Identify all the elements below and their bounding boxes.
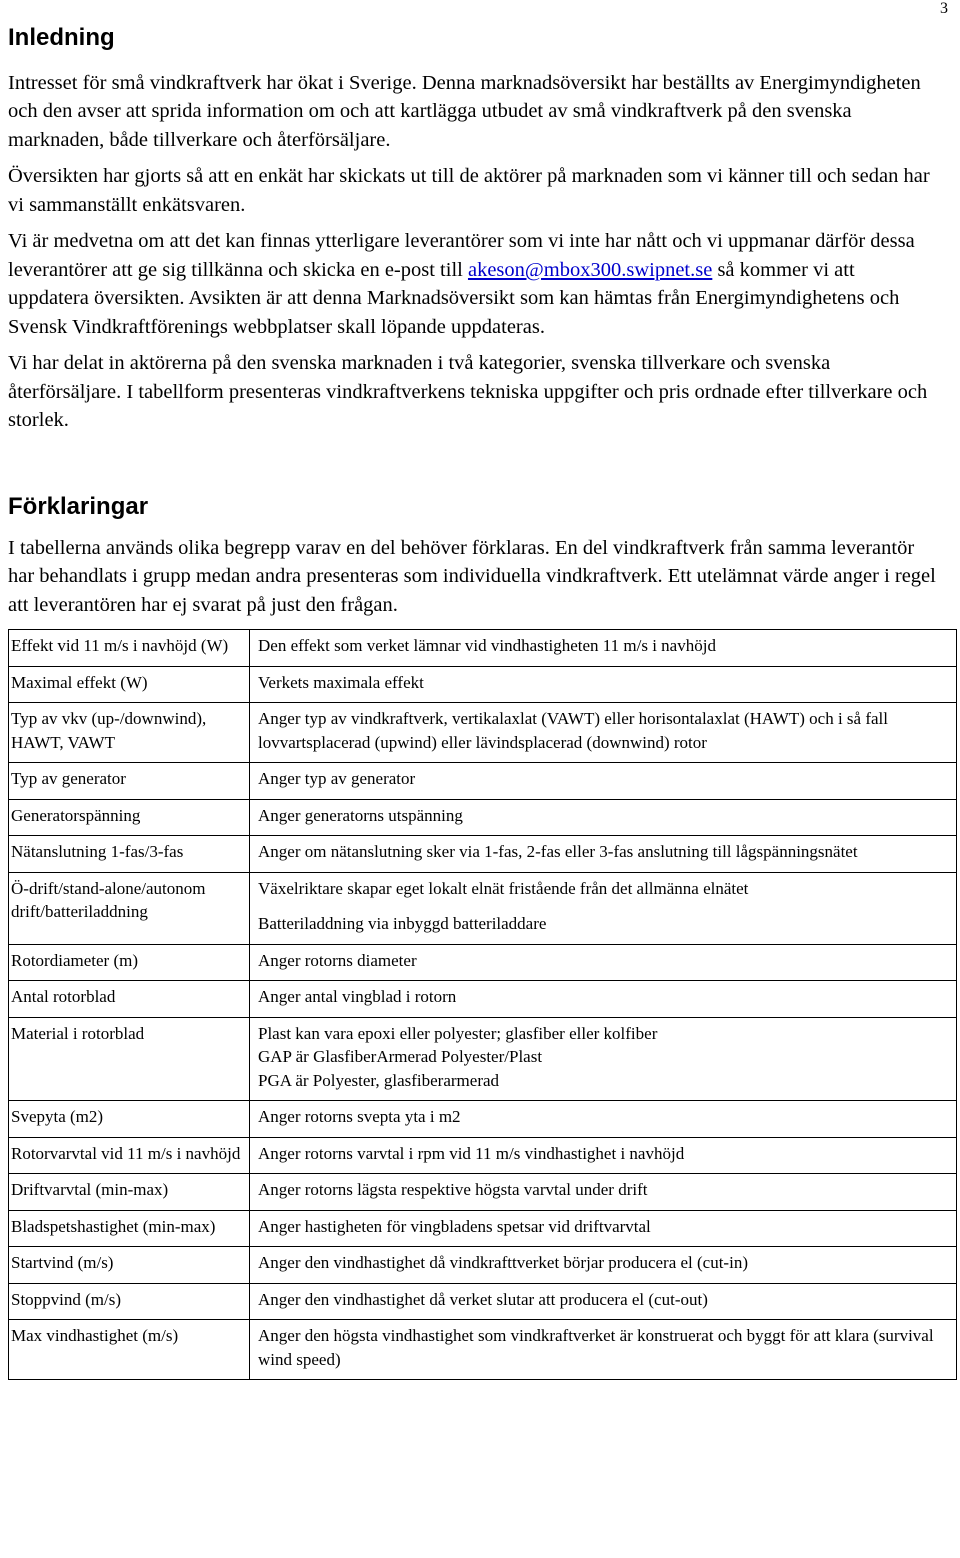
definitions-table: [8, 629, 957, 1380]
paragraph-intro-4: Vi har delat in aktörerna på den svenska marknaden i två kategorier, svenska tillverkare och svenska återförsäljare. I tabellform presenteras vindkraftverkens tekniska uppgifter och pris ordnade efter tillverkare och storlek.: [8, 352, 928, 432]
heading-inledning: Inledning: [8, 24, 115, 51]
term-cell: Rotorvarvtal vid 11 m/s i navhöjd: [9, 1137, 250, 1174]
definition-cell: [250, 799, 957, 836]
definition-line: Anger typ av generator: [258, 769, 416, 789]
table-row: [9, 872, 957, 944]
term-cell: Bladspetshastighet (min-max): [9, 1210, 250, 1247]
term-cell: Antal rotorblad: [9, 981, 250, 1018]
definition-cell: [250, 630, 957, 667]
heading-forklaringar: Förklaringar: [8, 492, 149, 520]
term-cell: Max vindhastighet (m/s): [9, 1320, 250, 1380]
definition-line: Anger generatorns utspänning: [258, 805, 463, 825]
term-cell: Effekt vid 11 m/s i navhöjd (W): [9, 630, 250, 667]
term-cell: Svepyta (m2): [9, 1101, 250, 1138]
term-cell: Nätanslutning 1-fas/3-fas: [9, 836, 250, 873]
definition-line: Batteriladdning via inbyggd batteriladdare: [258, 914, 547, 934]
definition-cell: [250, 763, 957, 800]
definition-cell: [250, 666, 957, 703]
table-row: [9, 836, 957, 873]
term-cell: Material i rotorblad: [9, 1017, 250, 1101]
table-row: [9, 944, 957, 981]
paragraph-intro-3-start: Vi är medvetna om att det kan finnas ytterligare leverantörer som vi inte har nått och vi uppmanar därför dessa leverantörer att ge sig tillkänna och skicka en e-post till: [8, 230, 915, 281]
term-cell: Maximal effekt (W): [9, 666, 250, 703]
definition-cell: [250, 1101, 957, 1138]
definition-line: GAP är GlasfiberArmerad Polyester/Plast: [258, 1047, 543, 1067]
definition-line: Anger typ av vindkraftverk, vertikalaxlat (VAWT) eller horisontalaxlat (HAWT) och i så fall lovvartsplacerad (upwind) eller lävindsplacerad (downwind) rotor: [258, 709, 888, 752]
paragraph-intro-3: [8, 227, 938, 341]
definition-line: Anger den vindhastighet då verket slutar att producera el (cut-out): [258, 1289, 708, 1309]
term-cell: Startvind (m/s): [9, 1247, 250, 1284]
paragraph-intro-1: Intresset för små vindkraftverk har ökat i Sverige. Denna marknadsöversikt har beställts av Energimyndigheten och den avser att sprida information om och att kartlägga utbudet av små vindkraftverk på den svenska marknaden, både tillverkare och återförsäljare.: [8, 71, 921, 151]
email-link[interactable]: akeson@mbox300.swipnet.se: [467, 258, 713, 281]
term-cell: Stoppvind (m/s): [9, 1283, 250, 1320]
table-row: [9, 1247, 957, 1284]
table-row: [9, 1320, 957, 1380]
definition-line: Anger den vindhastighet då vindkrafttverket börjar producera el (cut-in): [258, 1253, 748, 1273]
definition-line: Anger rotorns varvtal i rpm vid 11 m/s vindhastighet i navhöjd: [258, 1143, 685, 1163]
definition-line: Anger rotorns diameter: [258, 950, 417, 970]
table-row: [9, 799, 957, 836]
term-cell: Driftvarvtal (min-max): [9, 1174, 250, 1211]
table-row: [9, 763, 957, 800]
table-row: [9, 1283, 957, 1320]
table-row: [9, 703, 957, 763]
term-cell: Typ av vkv (up-/downwind), HAWT, VAWT: [9, 703, 250, 763]
table-row: [9, 1017, 957, 1101]
definition-cell: [250, 872, 957, 944]
term-cell: Ö-drift/stand-alone/autonom drift/batteriladdning: [9, 872, 250, 944]
definition-cell: [250, 1320, 957, 1380]
definition-line: Den effekt som verket lämnar vid vindhastigheten 11 m/s i navhöjd: [258, 636, 716, 656]
paragraph-forklaringar-intro: I tabellerna används olika begrepp varav en del behöver förklaras. En del vindkraftverk från samma leverantör har behandlats i grupp medan andra presenteras som individuella vindkraftverk. Ett utelämnat värde anger i regel att leverantören har ej svarat på just den frågan.: [8, 536, 936, 616]
term-cell: Typ av generator: [9, 763, 250, 800]
table-row: [9, 666, 957, 703]
definition-line: Verkets maximala effekt: [258, 672, 424, 692]
definition-line: PGA är Polyester, glasfiberarmerad: [258, 1070, 500, 1090]
table-row: [9, 1210, 957, 1247]
definition-cell: [250, 1247, 957, 1284]
definition-line: Anger rotorns svepta yta i m2: [258, 1107, 461, 1127]
definition-cell: [250, 981, 957, 1018]
definition-cell: [250, 1210, 957, 1247]
table-row: [9, 630, 957, 667]
table-row: [9, 1174, 957, 1211]
table-row: [9, 1137, 957, 1174]
definition-cell: [250, 1017, 957, 1101]
paragraph-intro-3-end: så kommer vi att uppdatera översikten. Avsikten är att denna Marknadsöversikt som kan hämtas från Energimyndighetens och Svensk Vindkraftförenings webbplatser skall löpande uppdateras.: [8, 258, 900, 338]
definition-line: Anger hastigheten för vingbladens spetsar vid driftvarvtal: [258, 1216, 651, 1236]
definition-line: Anger rotorns lägsta respektive högsta varvtal under drift: [258, 1180, 648, 1200]
definition-cell: [250, 944, 957, 981]
page-number: 3: [940, 0, 948, 17]
term-cell: Generatorspänning: [9, 799, 250, 836]
definition-cell: [250, 1283, 957, 1320]
definition-line: Anger den högsta vindhastighet som vindkraftverket är konstruerat och byggt för att klara (survival wind speed): [258, 1326, 934, 1369]
definition-cell: [250, 1137, 957, 1174]
term-cell: Rotordiameter (m): [9, 944, 250, 981]
definition-line: Växelriktare skapar eget lokalt elnät fristående från det allmänna elnätet: [258, 878, 749, 898]
definition-line: Anger antal vingblad i rotorn: [258, 987, 457, 1007]
table-row: [9, 1101, 957, 1138]
document-body: [8, 24, 938, 1380]
table-row: [9, 981, 957, 1018]
definition-line: Plast kan vara epoxi eller polyester; glasfiber eller kolfiber: [258, 1023, 658, 1043]
definition-cell: [250, 703, 957, 763]
paragraph-intro-2: Översikten har gjorts så att en enkät har skickats ut till de aktörer på marknaden som vi känner till och sedan har vi sammanställt enkätsvaren.: [8, 165, 930, 216]
definition-line: Anger om nätanslutning sker via 1-fas, 2-fas eller 3-fas anslutning till lågspänningsnätet: [258, 842, 858, 862]
definition-cell: [250, 836, 957, 873]
definition-cell: [250, 1174, 957, 1211]
